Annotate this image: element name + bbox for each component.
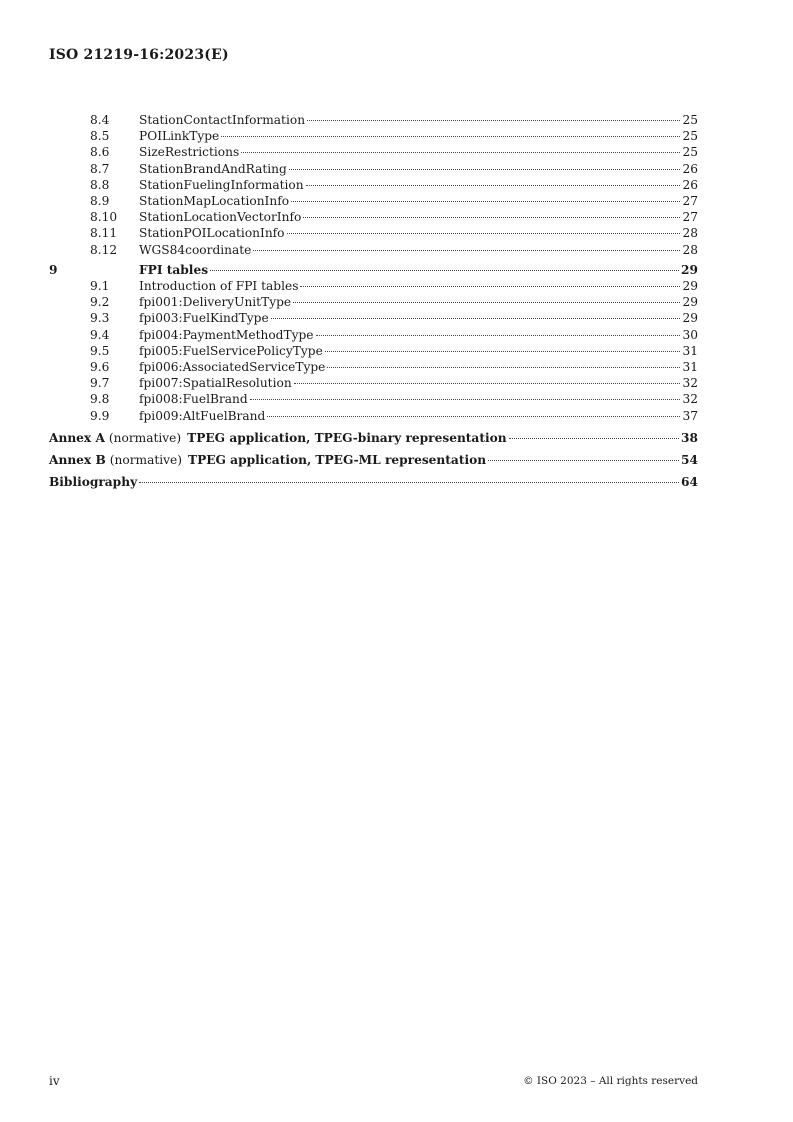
toc-entry-8-10[interactable] bbox=[49, 209, 698, 225]
toc-entry-title: fpi005:FuelServicePolicyType bbox=[139, 343, 323, 358]
toc-entry-9-9[interactable] bbox=[49, 408, 698, 424]
toc-entry-9-1[interactable] bbox=[49, 278, 698, 294]
toc-section-9[interactable] bbox=[49, 262, 698, 278]
toc-entry-number: 9.8 bbox=[90, 392, 110, 407]
toc-entry-page: 32 bbox=[682, 392, 698, 407]
toc-entry-9-7[interactable] bbox=[49, 375, 698, 391]
toc-entry-page: 32 bbox=[682, 376, 698, 391]
annex-title: TPEG application, TPEG-binary representation bbox=[187, 430, 507, 445]
bibliography-page: 64 bbox=[681, 475, 698, 490]
toc-entry-number: 9.4 bbox=[90, 327, 110, 342]
toc-entry-number: 9.5 bbox=[90, 343, 110, 358]
toc-entry-page: 29 bbox=[682, 311, 698, 326]
dot-leader bbox=[289, 169, 681, 170]
dot-leader bbox=[327, 367, 680, 368]
dot-leader bbox=[488, 460, 679, 461]
toc-entry-8-12[interactable] bbox=[49, 242, 698, 258]
toc-entry-number: 8.12 bbox=[90, 242, 118, 257]
dot-leader bbox=[139, 482, 679, 483]
toc-entry-8-7[interactable] bbox=[49, 161, 698, 177]
toc-entry-page: 27 bbox=[682, 194, 698, 209]
dot-leader bbox=[291, 201, 680, 202]
toc-entry-9-2[interactable] bbox=[49, 294, 698, 310]
toc-entry-9-4[interactable] bbox=[49, 327, 698, 343]
dot-leader bbox=[293, 302, 680, 303]
toc-entry-number: 8.4 bbox=[90, 113, 110, 127]
dot-leader bbox=[221, 136, 680, 137]
toc-entry-number: 9.1 bbox=[90, 279, 110, 294]
toc-entry-9-8[interactable] bbox=[49, 391, 698, 407]
toc-entry-page: 27 bbox=[682, 210, 698, 225]
dot-leader bbox=[271, 318, 681, 319]
toc-entry-number: 8.9 bbox=[90, 194, 110, 209]
annex-title: TPEG application, TPEG-ML representation bbox=[188, 453, 487, 468]
toc-entry-title: fpi004:PaymentMethodType bbox=[139, 327, 314, 342]
toc-entry-number: 9.3 bbox=[90, 311, 110, 326]
dot-leader bbox=[316, 335, 681, 336]
toc-entry-page: 29 bbox=[682, 295, 698, 310]
dot-leader bbox=[241, 152, 680, 153]
toc-entry-page: 37 bbox=[682, 408, 698, 423]
dot-leader bbox=[267, 416, 680, 417]
toc-entry-title: StationBrandAndRating bbox=[139, 161, 287, 176]
toc-entry-title: fpi009:AltFuelBrand bbox=[139, 408, 266, 423]
toc-entry-8-9[interactable] bbox=[49, 193, 698, 209]
toc-entry-9-6[interactable] bbox=[49, 359, 698, 375]
annex-page: 54 bbox=[681, 453, 698, 468]
toc-entry-page: 29 bbox=[682, 279, 698, 294]
toc-entry-title: fpi003:FuelKindType bbox=[139, 311, 269, 326]
toc-entry-title: StationLocationVectorInfo bbox=[139, 210, 302, 225]
toc-section-title: FPI tables bbox=[139, 262, 209, 277]
annex-label: Annex A bbox=[49, 430, 105, 445]
toc-entry-page: 26 bbox=[682, 177, 698, 192]
toc-section-number: 9 bbox=[49, 262, 58, 277]
toc-entry-title: SizeRestrictions bbox=[139, 145, 240, 160]
dot-leader bbox=[306, 185, 681, 186]
toc-entry-number: 9.6 bbox=[90, 360, 110, 375]
toc-entry-8-5[interactable] bbox=[49, 128, 698, 144]
dot-leader bbox=[307, 120, 680, 121]
toc-entry-8-8[interactable] bbox=[49, 177, 698, 193]
toc-entry-page: 25 bbox=[682, 113, 698, 127]
annex-type: (normative) bbox=[109, 453, 182, 468]
toc-entry-page: 31 bbox=[682, 360, 698, 375]
copyright-notice: © ISO 2023 – All rights reserved bbox=[523, 1075, 698, 1087]
toc-entry-8-6[interactable] bbox=[49, 144, 698, 160]
toc-entry-page: 26 bbox=[682, 161, 698, 176]
toc-entry-title: StationMapLocationInfo bbox=[139, 194, 290, 209]
dot-leader bbox=[210, 270, 679, 271]
toc-entry-title: fpi007:SpatialResolution bbox=[139, 376, 292, 391]
page-number: iv bbox=[49, 1074, 60, 1088]
toc-entry-page: 31 bbox=[682, 343, 698, 358]
dot-leader bbox=[250, 399, 681, 400]
toc-entry-number: 8.6 bbox=[90, 145, 110, 160]
toc-entry-title: fpi008:FuelBrand bbox=[139, 392, 248, 407]
toc-section-page: 29 bbox=[681, 262, 698, 277]
toc-entry-number: 8.10 bbox=[90, 210, 118, 225]
annex-type: (normative) bbox=[108, 430, 182, 445]
toc-entry-title: WGS84coordinate bbox=[139, 242, 252, 257]
dot-leader bbox=[303, 217, 680, 218]
toc-entry-page: 28 bbox=[682, 242, 698, 257]
toc-entry-number: 8.5 bbox=[90, 129, 110, 144]
toc-entry-number: 8.11 bbox=[90, 226, 118, 241]
dot-leader bbox=[509, 438, 679, 439]
annex-label: Annex B bbox=[49, 453, 106, 468]
toc-entry-title: StationFuelingInformation bbox=[139, 177, 304, 192]
annex-page: 38 bbox=[681, 430, 698, 445]
toc-entry-number: 8.7 bbox=[90, 161, 110, 176]
toc-entry-number: 9.2 bbox=[90, 295, 110, 310]
toc-entry-title: StationPOILocationInfo bbox=[139, 226, 285, 241]
toc-bibliography[interactable] bbox=[49, 474, 698, 490]
toc-entry-page: 30 bbox=[682, 327, 698, 342]
dot-leader bbox=[325, 351, 681, 352]
toc-entry-number: 9.9 bbox=[90, 408, 110, 423]
toc-entry-page: 25 bbox=[682, 129, 698, 144]
toc-entry-8-11[interactable] bbox=[49, 225, 698, 241]
dot-leader bbox=[300, 286, 680, 287]
dot-leader bbox=[287, 233, 681, 234]
toc-entry-number: 9.7 bbox=[90, 376, 110, 391]
toc-entry-title: Introduction of FPI tables bbox=[139, 279, 299, 294]
dot-leader bbox=[294, 383, 681, 384]
toc-annex-b[interactable] bbox=[49, 452, 698, 468]
toc-entry-number: 8.8 bbox=[90, 177, 110, 192]
toc-entry-9-3[interactable] bbox=[49, 310, 698, 326]
toc-entry-title: fpi006:AssociatedServiceType bbox=[139, 360, 326, 375]
table-of-contents bbox=[49, 112, 698, 493]
toc-entry-9-5[interactable] bbox=[49, 343, 698, 359]
dot-leader bbox=[253, 250, 680, 251]
toc-annex-a[interactable] bbox=[49, 430, 698, 446]
toc-entry-title: POILinkType bbox=[139, 129, 220, 144]
toc-entry-title: StationContactInformation bbox=[139, 113, 306, 127]
document-id: ISO 21219-16:2023(E) bbox=[49, 47, 229, 63]
bibliography-title: Bibliography bbox=[49, 475, 138, 490]
toc-entry-page: 28 bbox=[682, 226, 698, 241]
toc-entry-page: 25 bbox=[682, 145, 698, 160]
toc-entry-title: fpi001:DeliveryUnitType bbox=[139, 295, 292, 310]
toc-entry-8-4[interactable] bbox=[49, 112, 698, 128]
